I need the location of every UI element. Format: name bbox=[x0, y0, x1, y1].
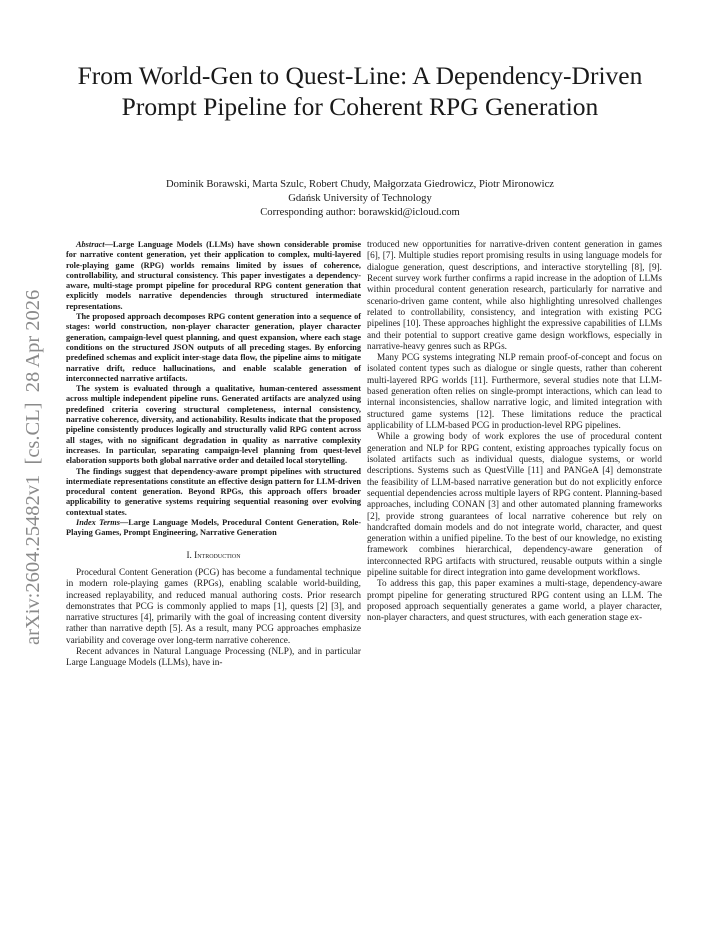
index-terms-label: Index Terms— bbox=[76, 518, 129, 528]
section-heading: I. Introduction bbox=[186, 550, 241, 561]
abstract-paragraph: The system is evaluated through a qualitative, human-centered assessment across multiple independent pipeline runs. Generated artifacts are analyzed using predefined criteria covering structural completeness, internal consistency, narrative coherence, diversity, and actionability. Results indicate that the proposed pipeline consistently produces logically and structurally valid RPG content across all stages, with no significant degradation in quality as narrative complexity increases. In particular, separating campaign-level planning from quest-level elaboration supports both global narrative order and detailed local storytelling. bbox=[66, 384, 361, 466]
abstract-paragraph: Abstract—Large Language Models (LLMs) have shown considerable promise for narrative content generation, yet their application to complex, multi-layered role-playing game (RPG) worlds remains limited by issues of coherence, controllability, and structural consistency. This paper investigates a dependency-aware, multi-stage prompt pipeline for procedural RPG content generation that explicitly models narrative dependencies through structured intermediate representations. bbox=[66, 240, 361, 311]
corresponding-author: Corresponding author: borawskid@icloud.com bbox=[260, 207, 460, 218]
right-column bbox=[367, 240, 662, 625]
affiliation: Gdańsk University of Technology bbox=[288, 193, 432, 204]
paper-title: From World-Gen to Quest-Line: A Dependency-Driven Prompt Pipeline for Coherent RPG Generation bbox=[77, 61, 643, 121]
body-paragraph: Many PCG systems integrating NLP remain proof-of-concept and focus on isolated content types such as dialogue or single quests, rather than coherent multi-layered RPG worlds [11]. Furthermore, several studies note that LLM-based generation often relies on single-prompt interactions, which can lead to internal inconsistencies, shallow narrative logic, and limited integration with structured game systems [12]. These limitations reduce the practical applicability of LLM-based PCG in production-level RPG pipelines. bbox=[367, 353, 662, 431]
left-column bbox=[66, 240, 361, 670]
body-paragraph: To address this gap, this paper examines a multi-stage, dependency-aware prompt pipeline for generating structured RPG content using an LLM. The proposed approach sequentially generates a game world, a player character, non-player characters, and quest structures, with each generation stage ex- bbox=[367, 579, 662, 624]
body-paragraph: While a growing body of work explores the use of procedural content generation and NLP for RPG content, existing approaches typically focus on isolated artifacts such as individual quests, dialogue systems, or world descriptions. Systems such as QuestVille [11] and PANGeA [4] demonstrate the feasibility of LLM-based narrative generation but do not explicitly enforce sequential dependencies across multiple layers of RPG content. Planning-based approaches, including CONAN [3] and other automated planning frameworks [2], provide strong guarantees of local narrative coherence but rely on handcrafted domain models and do not integrate world, character, and quest generation within a unified pipeline. To the best of our knowledge, no existing framework combines hierarchical, dependency-aware generation of interconnected RPG artifacts with structured, reusable outputs within a single pipeline suitable for direct integration into game development workflows. bbox=[367, 432, 662, 579]
abstract-label: Abstract— bbox=[76, 240, 113, 249]
arxiv-identifier bbox=[13, 0, 47, 932]
body-paragraph: troduced new opportunities for narrative-driven content generation in games [6], [7]. Multiple studies report promising results in using language models for dialogue generation, quest descriptions, and interactive storytelling [8], [9]. Recent survey work further confirms a rapid increase in the adoption of LLMs within procedural content generation research, particularly for narrative and scenario-driven game content, while also highlighting unresolved challenges related to controllability, consistency, and integration with existing PCG pipelines [10]. These approaches highlight the expressive capabilities of LLMs and their potential to support creative game design workflows, especially in narrative-heavy genres such as RPGs. bbox=[367, 240, 662, 352]
abstract bbox=[66, 240, 361, 518]
body-paragraph: Recent advances in Natural Language Processing (NLP), and in particular Large Language Models (LLMs), have in- bbox=[66, 647, 361, 669]
abstract-paragraph: The proposed approach decomposes RPG content generation into a sequence of stages: world construction, non-player character generation, player character generation, campaign-level quest planning, and quest expansion, where each stage conditions on the structured JSON outputs of all preceding stages. By enforcing predefined schemas and explicit inter-stage data flow, the pipeline aims to mitigate narrative drift, reduce hallucinations, and enable scalable generation of interconnected narrative artifacts. bbox=[66, 312, 361, 383]
index-terms: Index Terms—Large Language Models, Procedural Content Generation, Role-Playing Games, Prompt Engineering, Narrative Generation bbox=[66, 518, 362, 538]
abstract-paragraph: The findings suggest that dependency-aware prompt pipelines with structured intermediate representations constitute an effective design pattern for LLM-driven procedural content generation. Beyond RPGs, this approach offers broader applicability to generative systems requiring sequential reasoning over evolving contextual states. bbox=[66, 466, 361, 517]
author-block bbox=[70, 178, 650, 220]
arxiv-identifier-text: arXiv:2604.25482v1 [cs.CL] 28 Apr 2026 bbox=[22, 289, 44, 645]
author-names: Dominik Borawski, Marta Szulc, Robert Chudy, Małgorzata Giedrowicz, Piotr Mironowicz bbox=[166, 179, 554, 190]
body-paragraph: Procedural Content Generation (PCG) has become a fundamental technique in modern role-playing games (RPGs), enabling scalable world-building, increased replayability, and reduced manual authoring costs. Prior research demonstrates that PCG is commonly applied to maps [1], quests [2] [3], and narrative structures [4], primarily with the goal of increasing content diversity rather than narrative depth [5]. As a result, many PCG approaches emphasize variability and coverage over long-term narrative coherence. bbox=[66, 567, 361, 646]
